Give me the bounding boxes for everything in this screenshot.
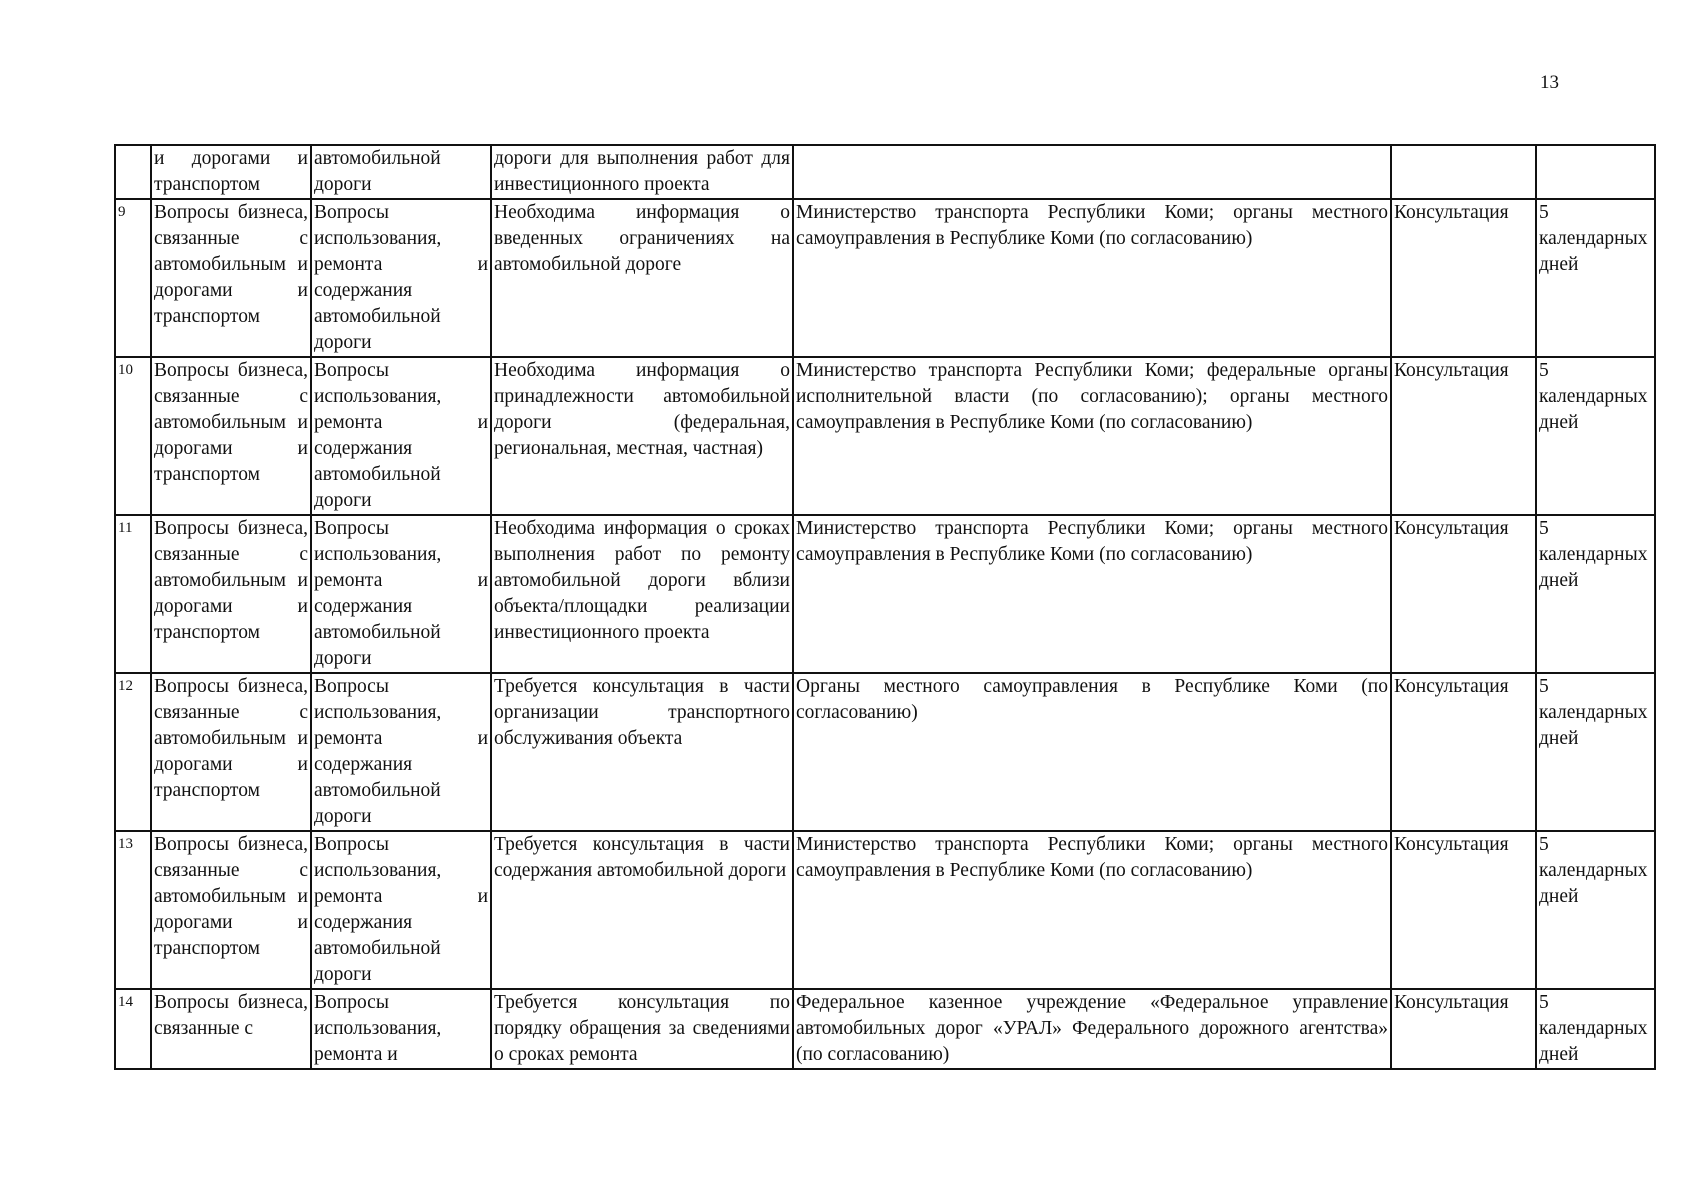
term-cell: 5 календарных дней [1536, 357, 1655, 515]
table-row [115, 357, 1655, 515]
subcategory-cell: Вопросы использования, ремонта и [311, 989, 491, 1069]
row-number: 9 [115, 199, 151, 357]
subcategory-cell: Вопросы использования, ремонта и содержания автомобильной дороги [311, 199, 491, 357]
subcategory-cell: Вопросы использования, ремонта и содержания автомобильной дороги [311, 831, 491, 989]
responsible-cell: Министерство транспорта Республики Коми; федеральные органы исполнительной власти (по согласованию); органы местного самоуправления в Республике Коми (по согласованию) [793, 357, 1391, 515]
responsible-cell: Министерство транспорта Республики Коми; органы местного самоуправления в Республике Коми (по согласованию) [793, 515, 1391, 673]
table-row [115, 831, 1655, 989]
category-cell: Вопросы бизнеса, связанные с автомобильным и дорогами и транспортом [151, 199, 311, 357]
category-cell: Вопросы бизнеса, связанные с автомобильным и дорогами и транспортом [151, 831, 311, 989]
page-number: 13 [1540, 72, 1559, 93]
row-number: 12 [115, 673, 151, 831]
term-cell: 5 календарных дней [1536, 515, 1655, 673]
description-cell: Необходима информация о введенных ограничениях на автомобильной дороге [491, 199, 793, 357]
subcategory-cell: Вопросы использования, ремонта и содержания автомобильной дороги [311, 673, 491, 831]
table-row [115, 673, 1655, 831]
term-cell: 5 календарных дней [1536, 989, 1655, 1069]
table-row [115, 989, 1655, 1069]
table-row [115, 199, 1655, 357]
responsible-cell [793, 145, 1391, 199]
subcategory-cell: Вопросы использования, ремонта и содержания автомобильной дороги [311, 357, 491, 515]
description-cell: Необходима информация о сроках выполнения работ по ремонту автомобильной дороги вблизи объекта/площадки реализации инвестиционного проекта [491, 515, 793, 673]
form-cell: Консультация [1391, 515, 1536, 673]
responsible-cell: Органы местного самоуправления в Республике Коми (по согласованию) [793, 673, 1391, 831]
responsible-cell: Федеральное казенное учреждение «Федеральное управление автомобильных дорог «УРАЛ» Федерального дорожного агентства» (по согласованию) [793, 989, 1391, 1069]
description-cell: Требуется консультация в части содержания автомобильной дороги [491, 831, 793, 989]
table-row [115, 145, 1655, 199]
responsible-cell: Министерство транспорта Республики Коми; органы местного самоуправления в Республике Коми (по согласованию) [793, 199, 1391, 357]
description-cell: Необходима информация о принадлежности автомобильной дороги (федеральная, региональная, местная, частная) [491, 357, 793, 515]
description-cell: Требуется консультация по порядку обращения за сведениями о сроках ремонта [491, 989, 793, 1069]
services-table [114, 144, 1656, 1070]
form-cell: Консультация [1391, 989, 1536, 1069]
row-number: 10 [115, 357, 151, 515]
form-cell: Консультация [1391, 199, 1536, 357]
subcategory-cell: Вопросы использования, ремонта и содержания автомобильной дороги [311, 515, 491, 673]
row-number [115, 145, 151, 199]
term-cell: 5 календарных дней [1536, 199, 1655, 357]
term-cell [1536, 145, 1655, 199]
description-cell: дороги для выполнения работ для инвестиционного проекта [491, 145, 793, 199]
row-number: 11 [115, 515, 151, 673]
term-cell: 5 календарных дней [1536, 673, 1655, 831]
row-number: 14 [115, 989, 151, 1069]
term-cell: 5 календарных дней [1536, 831, 1655, 989]
category-cell: и дорогами и транспортом [151, 145, 311, 199]
form-cell: Консультация [1391, 357, 1536, 515]
responsible-cell: Министерство транспорта Республики Коми; органы местного самоуправления в Республике Коми (по согласованию) [793, 831, 1391, 989]
row-number: 13 [115, 831, 151, 989]
subcategory-cell: автомобильной дороги [311, 145, 491, 199]
form-cell: Консультация [1391, 673, 1536, 831]
form-cell: Консультация [1391, 831, 1536, 989]
table-row [115, 515, 1655, 673]
category-cell: Вопросы бизнеса, связанные с автомобильным и дорогами и транспортом [151, 357, 311, 515]
category-cell: Вопросы бизнеса, связанные с автомобильным и дорогами и транспортом [151, 515, 311, 673]
description-cell: Требуется консультация в части организации транспортного обслуживания объекта [491, 673, 793, 831]
category-cell: Вопросы бизнеса, связанные с автомобильным и дорогами и транспортом [151, 673, 311, 831]
form-cell [1391, 145, 1536, 199]
category-cell: Вопросы бизнеса, связанные с [151, 989, 311, 1069]
